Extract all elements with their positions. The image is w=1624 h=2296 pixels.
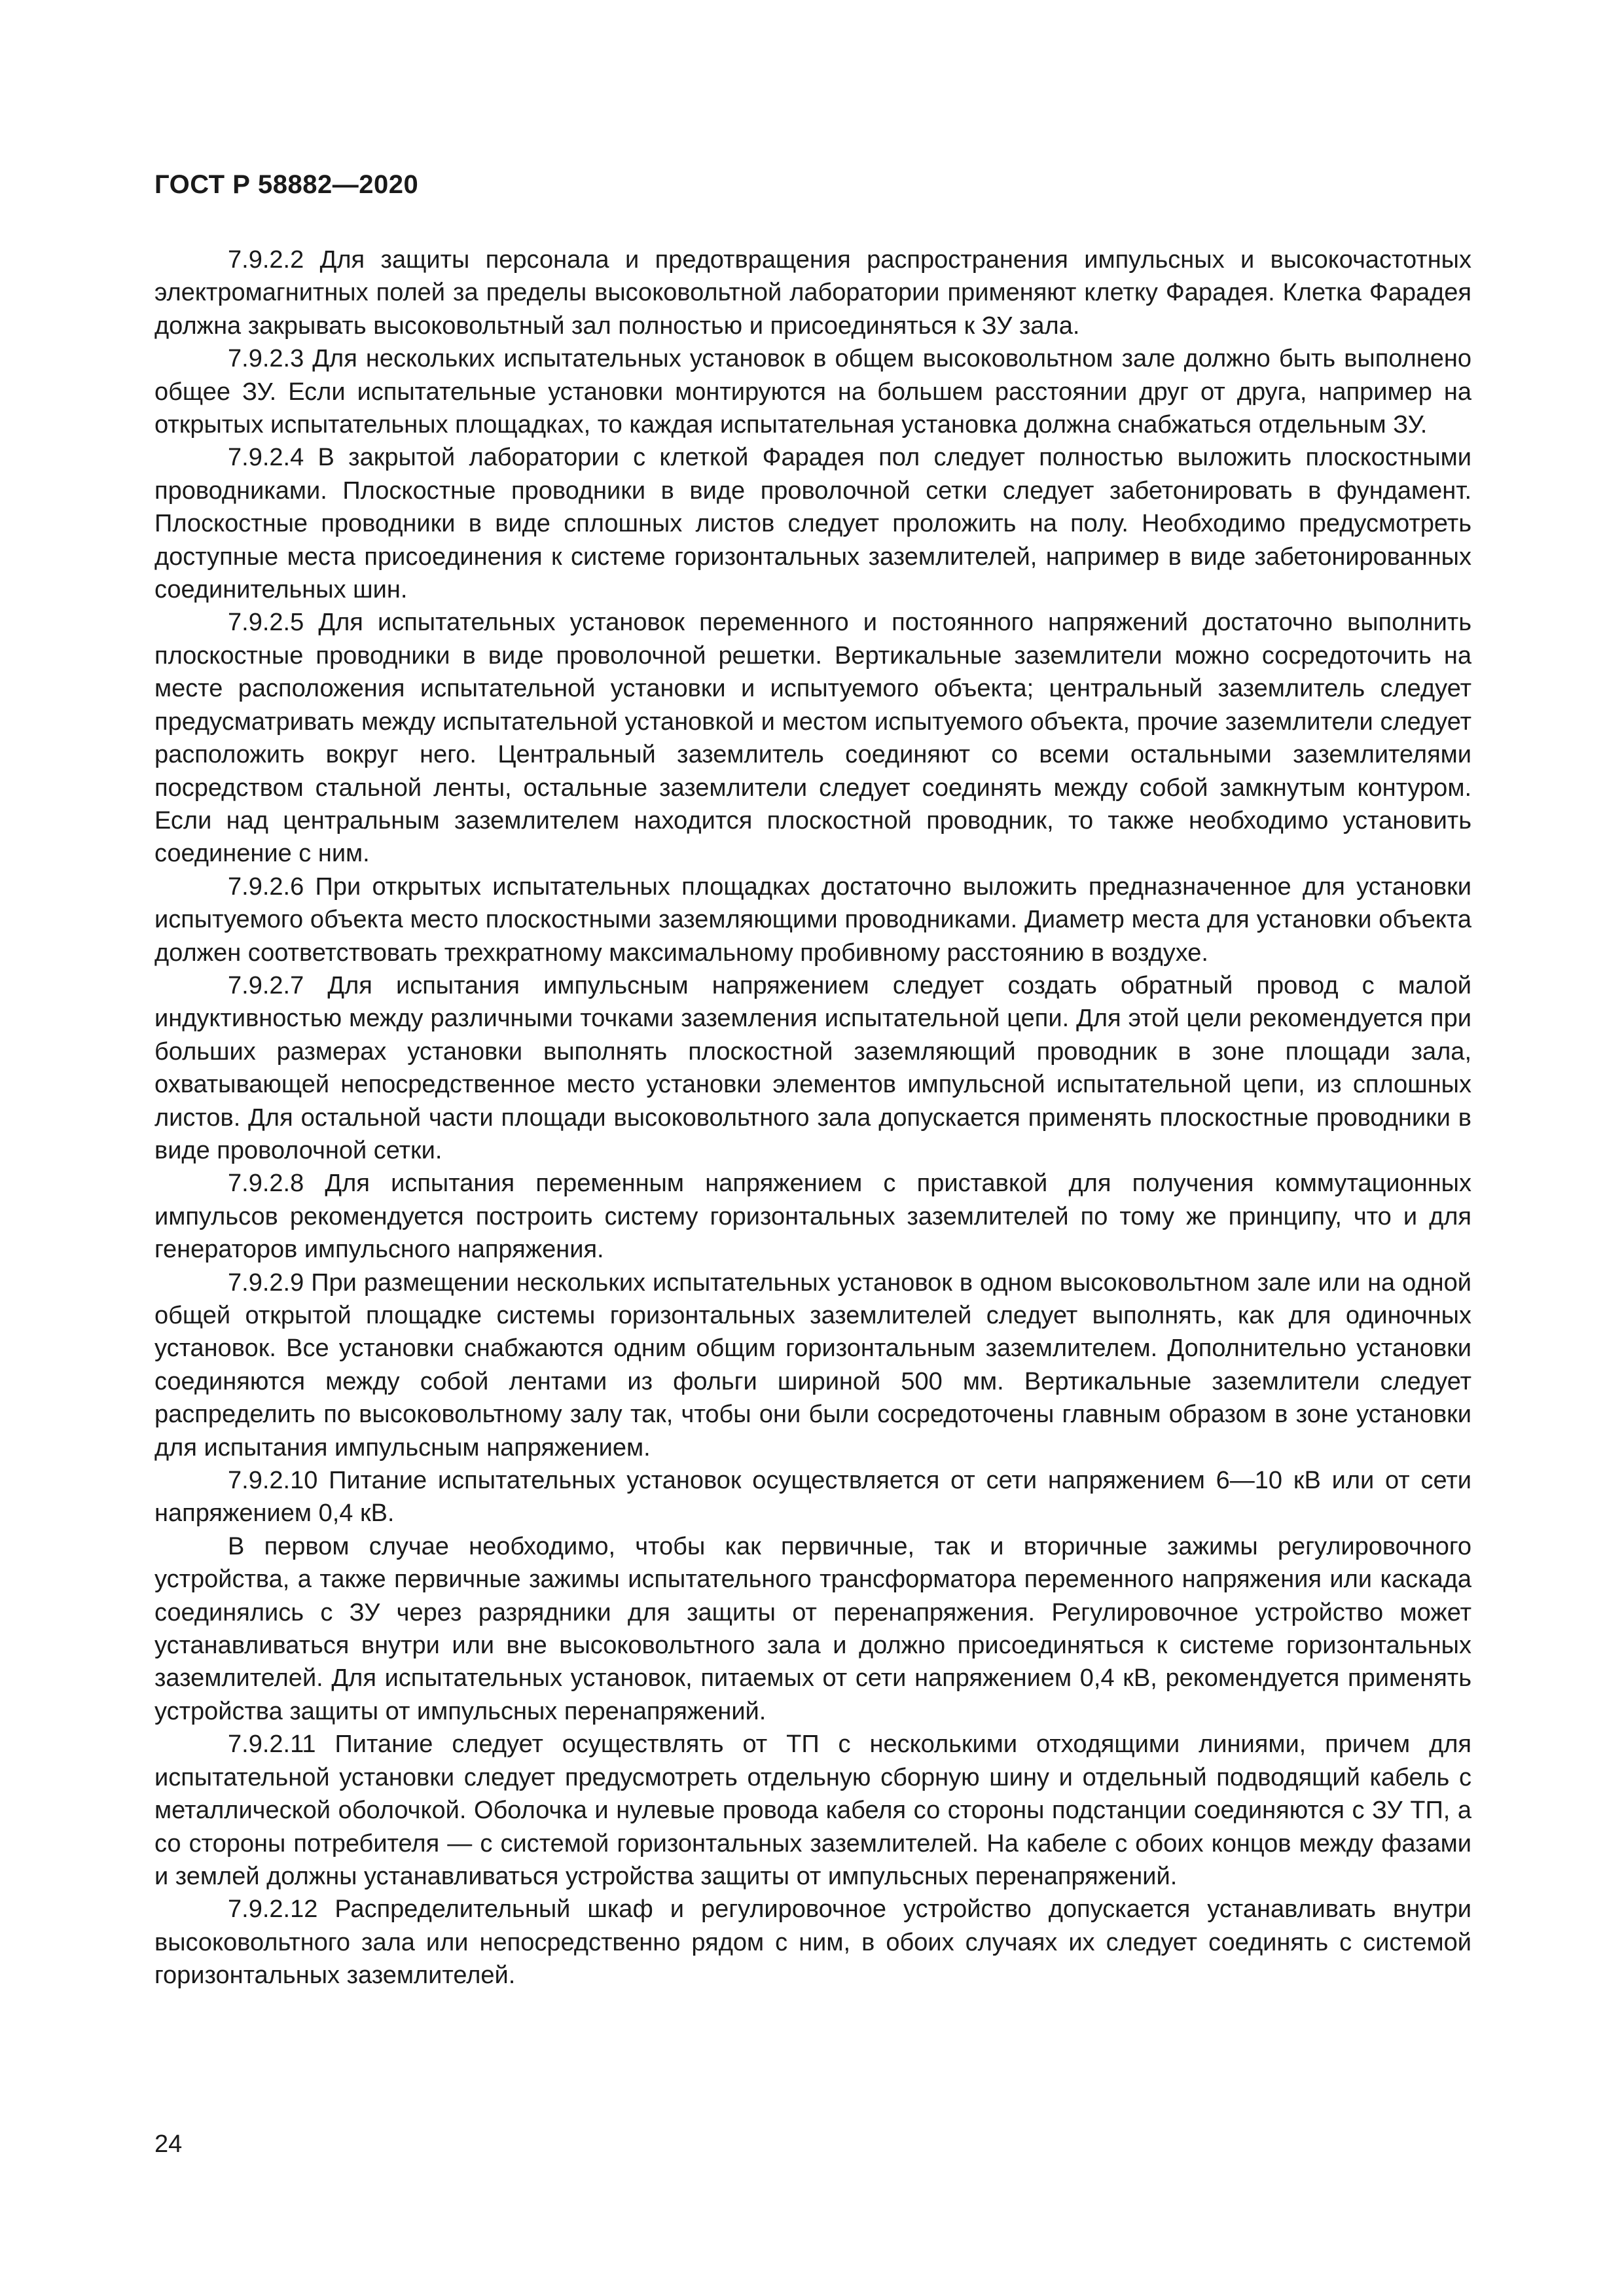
paragraph-7-9-2-8: 7.9.2.8 Для испытания переменным напряжением с приставкой для получения коммутационных импульсов рекомендуется построить систему горизонтальных заземлителей по тому же принципу, что и для генераторов импульсного напряжения.	[154, 1170, 1471, 1264]
standard-designation: ГОСТ Р 58882—2020	[154, 170, 419, 199]
paragraph-7-9-2-2: 7.9.2.2 Для защиты персонала и предотвращения распространения импульсных и высокочастотных электромагнитных полей за пределы высоковольтной лаборатории применяют клетку Фарадея. Клетка Фарадея должна закрывать высоковольтный зал полностью и присоединяться к ЗУ зала.	[154, 246, 1471, 340]
paragraph-7-9-2-12: 7.9.2.12 Распределительный шкаф и регулировочное устройство допускается устанавливать внутри высоковольтного зала или непосредственно рядом с ним, в обоих случаях их следует соединять с системой горизонтальных заземлителей.	[154, 1895, 1471, 1990]
paragraph-7-9-2-3: 7.9.2.3 Для нескольких испытательных установок в общем высоковольтном зале должно быть выполнено общее ЗУ. Если испытательные установки монтируются на большем расстоянии друг от друга, например на открытых испытательных площадках, то каждая испытательная установка должна снабжаться отдельным ЗУ.	[154, 345, 1471, 439]
paragraph-7-9-2-7: 7.9.2.7 Для испытания импульсным напряжением следует создать обратный провод с малой индуктивностью между различными точками заземления испытательной цепи. Для этой цели рекомендуется при больших размерах установки выполнять плоскостной заземляющий проводник в зоне площади зала, охватывающей непосредственное место установки элементов импульсной испытательной цепи, из сплошных листов. Для остальной части площади высоковольтного зала допускается применять плоскостные проводники в виде проволочной сетки.	[154, 971, 1471, 1164]
paragraph-7-9-2-5: 7.9.2.5 Для испытательных установок переменного и постоянного напряжений достаточно выполнить плоскостные проводники в виде проволочной решетки. Вертикальные заземлители можно сосредоточить на месте расположения испытательной установки и испытуемого объекта; центральный заземлитель следует предусматривать между испытательной установкой и местом испытуемого объекта, прочие заземлители следует расположить вокруг него. Центральный заземлитель соединяют со всеми остальными заземлителями посредством стальной ленты, остальные заземлители следует соединять между собой замкнутым контуром. Если над центральным заземлителем находится плоскостной проводник, то также необходимо установить соединение с ним.	[154, 609, 1471, 868]
paragraph-7-9-2-4: 7.9.2.4 В закрытой лаборатории с клеткой Фарадея пол следует полностью выложить плоскостными проводниками. Плоскостные проводники в виде проволочной сетки следует забетонировать в фундамент. Плоскостные проводники в виде сплошных листов следует проложить на полу. Необходимо предусмотреть доступные места присоединения к системе горизонтальных заземлителей, например в виде забетонированных соединительных шин.	[154, 444, 1471, 604]
paragraph-7-9-2-9: 7.9.2.9 При размещении нескольких испытательных установок в одном высоковольтном зале или на одной общей открытой площадке системы горизонтальных заземлителей следует выполнять, как для одиночных установок. Все установки снабжаются одним общим горизонтальным заземлителем. Дополнительно установки соединяются между собой лентами из фольги шириной 500 мм. Вертикальные заземлители следует распределить по высоковольтному залу так, чтобы они были сосредоточены главным образом в зоне установки для испытания импульсным напряжением.	[154, 1268, 1471, 1462]
paragraph-7-9-2-11: 7.9.2.11 Питание следует осуществлять от ТП с несколькими отходящими линиями, причем для испытательной установки следует предусмотреть отдельную сборную шину и отдельный подводящий кабель с металлической оболочкой. Оболочка и нулевые провода кабеля со стороны подстанции соединяются с ЗУ ТП, а со стороны потребителя — с системой горизонтальных заземлителей. На кабеле с обоих концов между фазами и землей должны устанавливаться устройства защиты от импульсных перенапряжений.	[154, 1731, 1471, 1890]
paragraph-7-9-2-10-continued: В первом случае необходимо, чтобы как первичные, так и вторичные зажимы регулировочного устройства, а также первичные зажимы испытательного трансформатора переменного напряжения или каскада соединялись с ЗУ через разрядники для защиты от перенапряжения. Регулировочное устройство может устанавливаться внутри или вне высоковольтного зала и должно присоединяться к системе горизонтальных заземлителей. Для испытательных установок, питаемых от сети напряжением 0,4 кВ, рекомендуется применять устройства защиты от импульсных перенапряжений.	[154, 1532, 1471, 1725]
paragraph-7-9-2-6: 7.9.2.6 При открытых испытательных площадках достаточно выложить предназначенное для установки испытуемого объекта место плоскостными заземляющими проводниками. Диаметр места для установки объекта должен соответствовать трехкратному максимальному пробивному расстоянию в воздухе.	[154, 872, 1471, 967]
paragraph-7-9-2-10: 7.9.2.10 Питание испытательных установок осуществляется от сети напряжением 6—10 кВ или от сети напряжением 0,4 кВ.	[154, 1467, 1471, 1528]
page-number: 24	[154, 2130, 183, 2158]
document-body	[154, 243, 1471, 1992]
